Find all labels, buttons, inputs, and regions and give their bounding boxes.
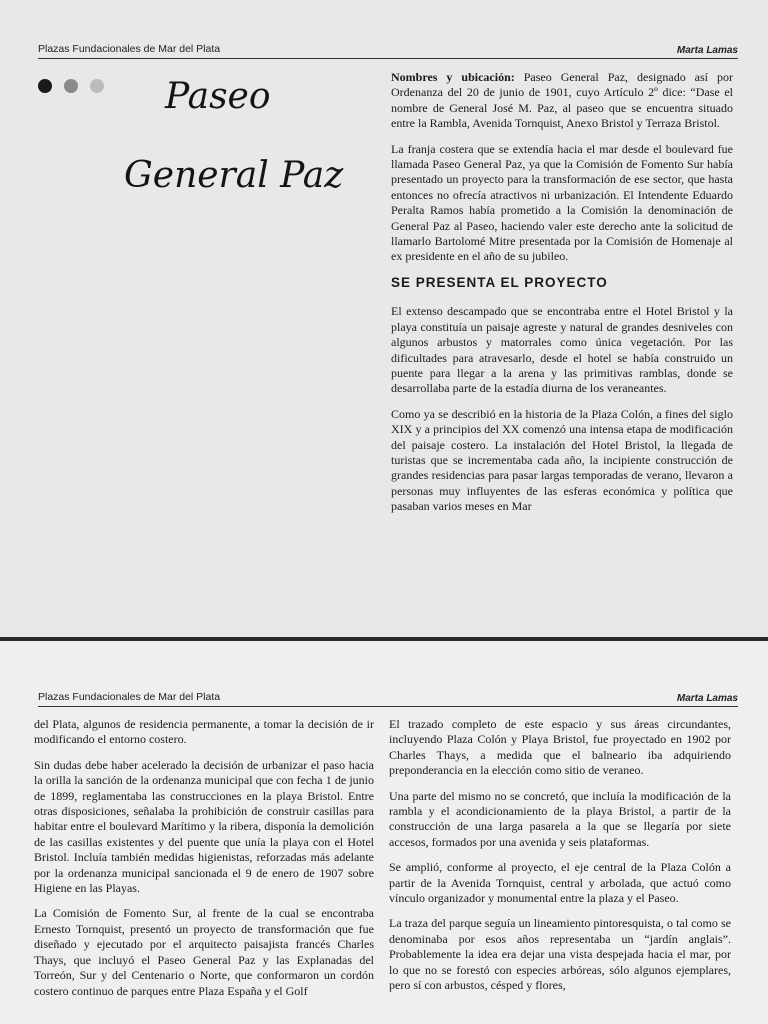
header-rule bbox=[38, 58, 738, 59]
dot-dark bbox=[38, 79, 52, 93]
page1-right-column bbox=[391, 70, 733, 525]
paragraph: Sin dudas debe haber acelerado la decisión de urbanizar el paso hacia la orilla la sanción de la ordenanza municipal que con fecha 1 de junio de 1899, reglamentaba las construcciones en la playa Bristol. Entre otras disposiciones, señalaba la prohibición de construir casillas para habitar entre el boulevard Marítimo y la ribera, disponía la demolición de las casillas existentes y del puente que unía la playa con el Hotel Bristol. Incluía también medidas higienistas, reforzadas más adelante por la ordenanza municipal sancionada el 9 de enero de 1907 sobre Higiene en las Playas. bbox=[34, 757, 374, 896]
paragraph: Se amplió, conforme al proyecto, el eje central de la Plaza Colón a partir de la Avenida Tornquist, central y arbolada, que actuó como vínculo organizador y monumental entre la plaza y el Paseo. bbox=[389, 860, 731, 906]
header-left-title: Plazas Fundacionales de Mar del Plata bbox=[38, 43, 221, 55]
paragraph: La traza del parque seguía un lineamiento pintoresquista, o tal como se denominaba por esos años representaba un “jardín anglais”. Probablemente la idea era dejar una vista despejada hacia el mar, por lo que no se forestó con especies arbóreas, sólo algunos ejemplares, pero sí con arbustos, césped y flores, bbox=[389, 916, 731, 993]
paragraph-text: Paseo General Paz, designado así por Ordenanza del 20 de junio de 1901, cuyo Artículo 2º dice: “Dase el nombre de General José M. Paz, al paseo que se encuentra situado entre la Rambla, Avenida Tornquist, Anexo Bristol y Terraza Bristol. bbox=[391, 70, 733, 131]
paragraph: El trazado completo de este espacio y sus áreas circundantes, incluyendo Plaza Colón y Playa Bristol, fue proyectado en 1902 por Charles Thays, a medida que el balneario iba adquiriendo preponderancia en la elección como sitio de veraneo. bbox=[389, 717, 731, 778]
paragraph bbox=[391, 70, 733, 132]
header-rule bbox=[38, 706, 738, 707]
page-title-line1: Paseo bbox=[165, 76, 271, 117]
section-heading: SE PRESENTA EL PROYECTO bbox=[391, 274, 608, 290]
page2-left-column bbox=[34, 717, 374, 1009]
header-author: Marta Lamas bbox=[676, 45, 738, 56]
paragraph: La Comisión de Fomento Sur, al frente de la cual se encontraba Ernesto Tornquist, presentó un proyecto de transformación que fue diseñado y ejecutado por el arquitecto paisajista francés Charles Thays, que incluyó el Paseo General Paz y las Explanadas del Torreón, Sur y del Centenario o Norte, que conformaron un cordón costero continuo de parques entre Plaza España y el Golf bbox=[34, 906, 374, 998]
paragraph-lead: Nombres y ubicación: bbox=[391, 70, 515, 84]
document-page-2 bbox=[0, 641, 768, 1024]
paragraph: La franja costera que se extendía hacia el mar desde el boulevard fue llamada Paseo General Paz, ya que la Comisión de Fomento Sur había presentado un proyecto para la transformación de ese sector, que hasta entonces no ofrecía atractivos ni urbanización. El Intendente Eduardo Peralta Ramos había prometido a la Comisión la denominación de General Paz al Paseo, haciendo valer este derecho ante la solicitud de llamarlo Bartolomé Mitre presentada por la Comisión de Homenaje al ex presidente en el año de su jubileo. bbox=[391, 141, 733, 264]
header-author: Marta Lamas bbox=[676, 693, 738, 704]
decorative-dots bbox=[38, 79, 112, 98]
paragraph: El extenso descampado que se encontraba entre el Hotel Bristol y la playa constituía un paisaje agreste y natural de grandes desniveles con algunos arbustos y matorrales como única vegetación. Por las dificultades para atravesarlo, desde el hotel se había construido un puente para llegar a la arena y las primitivas ramblas, donde se desarrollaba parte de la estadía diurna de los veraneantes. bbox=[391, 304, 733, 396]
page2-right-column bbox=[389, 717, 731, 1004]
header-left-title: Plazas Fundacionales de Mar del Plata bbox=[38, 691, 221, 703]
paragraph: del Plata, algunos de residencia permanente, a tomar la decisión de ir modificando el entorno costero. bbox=[34, 717, 374, 747]
dot-light bbox=[90, 79, 104, 93]
paragraph: Una parte del mismo no se concretó, que incluía la modificación de la rambla y el acondicionamiento de la playa Bristol, a partir de la construcción de una larga pasarela a la que se llegaría por siete accesos, formados por una avenida y seis plataformas. bbox=[389, 788, 731, 849]
dot-mid bbox=[64, 79, 78, 93]
paragraph: Como ya se describió en la historia de la Plaza Colón, a fines del siglo XIX y a principios del XX comenzó una intensa etapa de modificación del paisaje costero. La instalación del Hotel Bristol, la llegada de turistas que se incrementaba cada año, la incipiente construcción de grandes residencias para pasar largas temporadas de verano, llevaron a personas muy influyentes de las esferas económica y política que pasaban varios meses en Mar bbox=[391, 406, 733, 514]
page-title-line2: General Paz bbox=[124, 155, 344, 196]
